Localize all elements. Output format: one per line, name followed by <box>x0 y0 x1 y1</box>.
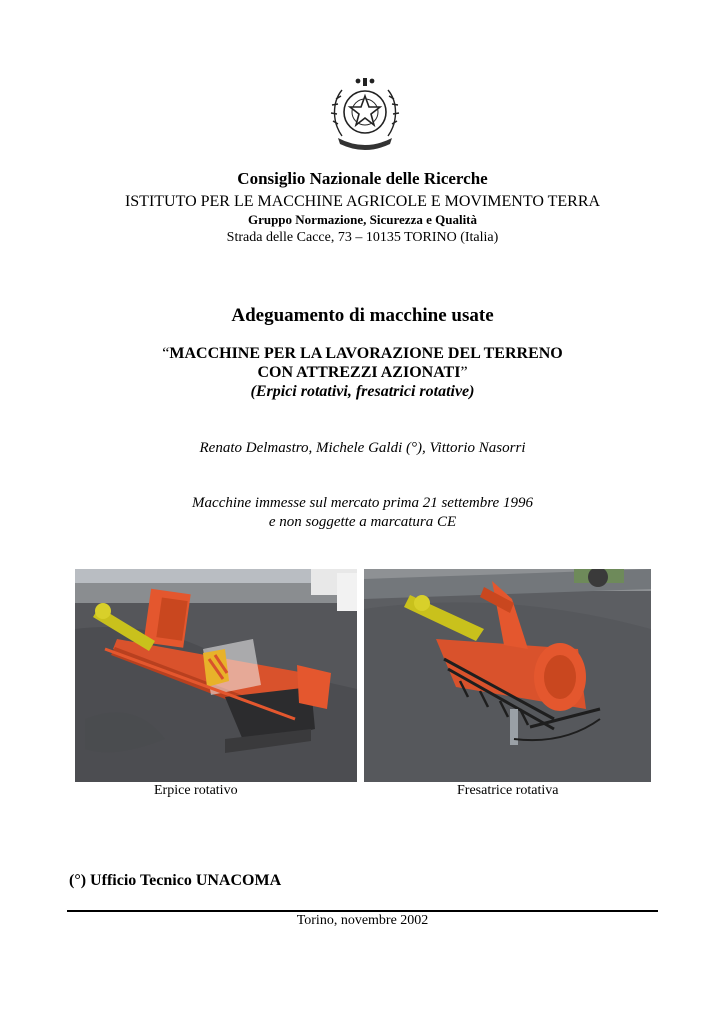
group-name: Gruppo Normazione, Sicurezza e Qualità <box>247 212 478 227</box>
subtitle-line-1-text: MACCHINE PER LA LAVORAZIONE DEL TERRENO <box>169 345 563 362</box>
subtitle-line-2-text: CON ATTREZZI AZIONATI <box>257 364 461 381</box>
subtitle-line-3: (Erpici rotativi, fresatrici rotative) <box>250 383 475 400</box>
footer-divider <box>67 910 658 912</box>
subtitle-line-1 <box>0 345 725 363</box>
office-footnote: (°) Ufficio Tecnico UNACOMA <box>69 872 282 889</box>
photo-rotary-tiller <box>364 569 651 782</box>
caption-rotary-harrow: Erpice rotativo <box>154 783 238 798</box>
open-quote: “ <box>162 345 170 362</box>
document-title: Adeguamento di macchine usate <box>231 305 494 326</box>
market-note-line-1: Macchine immesse sul mercato prima 21 settembre 1996 <box>192 495 533 511</box>
italian-republic-emblem-icon <box>328 74 402 156</box>
organization-name: Consiglio Nazionale delle Ricerche <box>237 169 488 188</box>
publication-date: Torino, novembre 2002 <box>296 913 429 928</box>
close-quote: ” <box>460 364 468 381</box>
caption-rotary-tiller: Fresatrice rotativa <box>457 783 559 798</box>
subtitle-line-2 <box>0 364 725 382</box>
institute-name: ISTITUTO PER LE MACCHINE AGRICOLE E MOVIMENTO TERRA <box>124 193 601 210</box>
market-note-line-2: e non soggette a marcatura CE <box>268 514 457 530</box>
authors: Renato Delmastro, Michele Galdi (°), Vittorio Nasorri <box>199 440 526 456</box>
photo-rotary-harrow <box>75 569 357 782</box>
institute-address: Strada delle Cacce, 73 – 10135 TORINO (Italia) <box>226 230 499 245</box>
